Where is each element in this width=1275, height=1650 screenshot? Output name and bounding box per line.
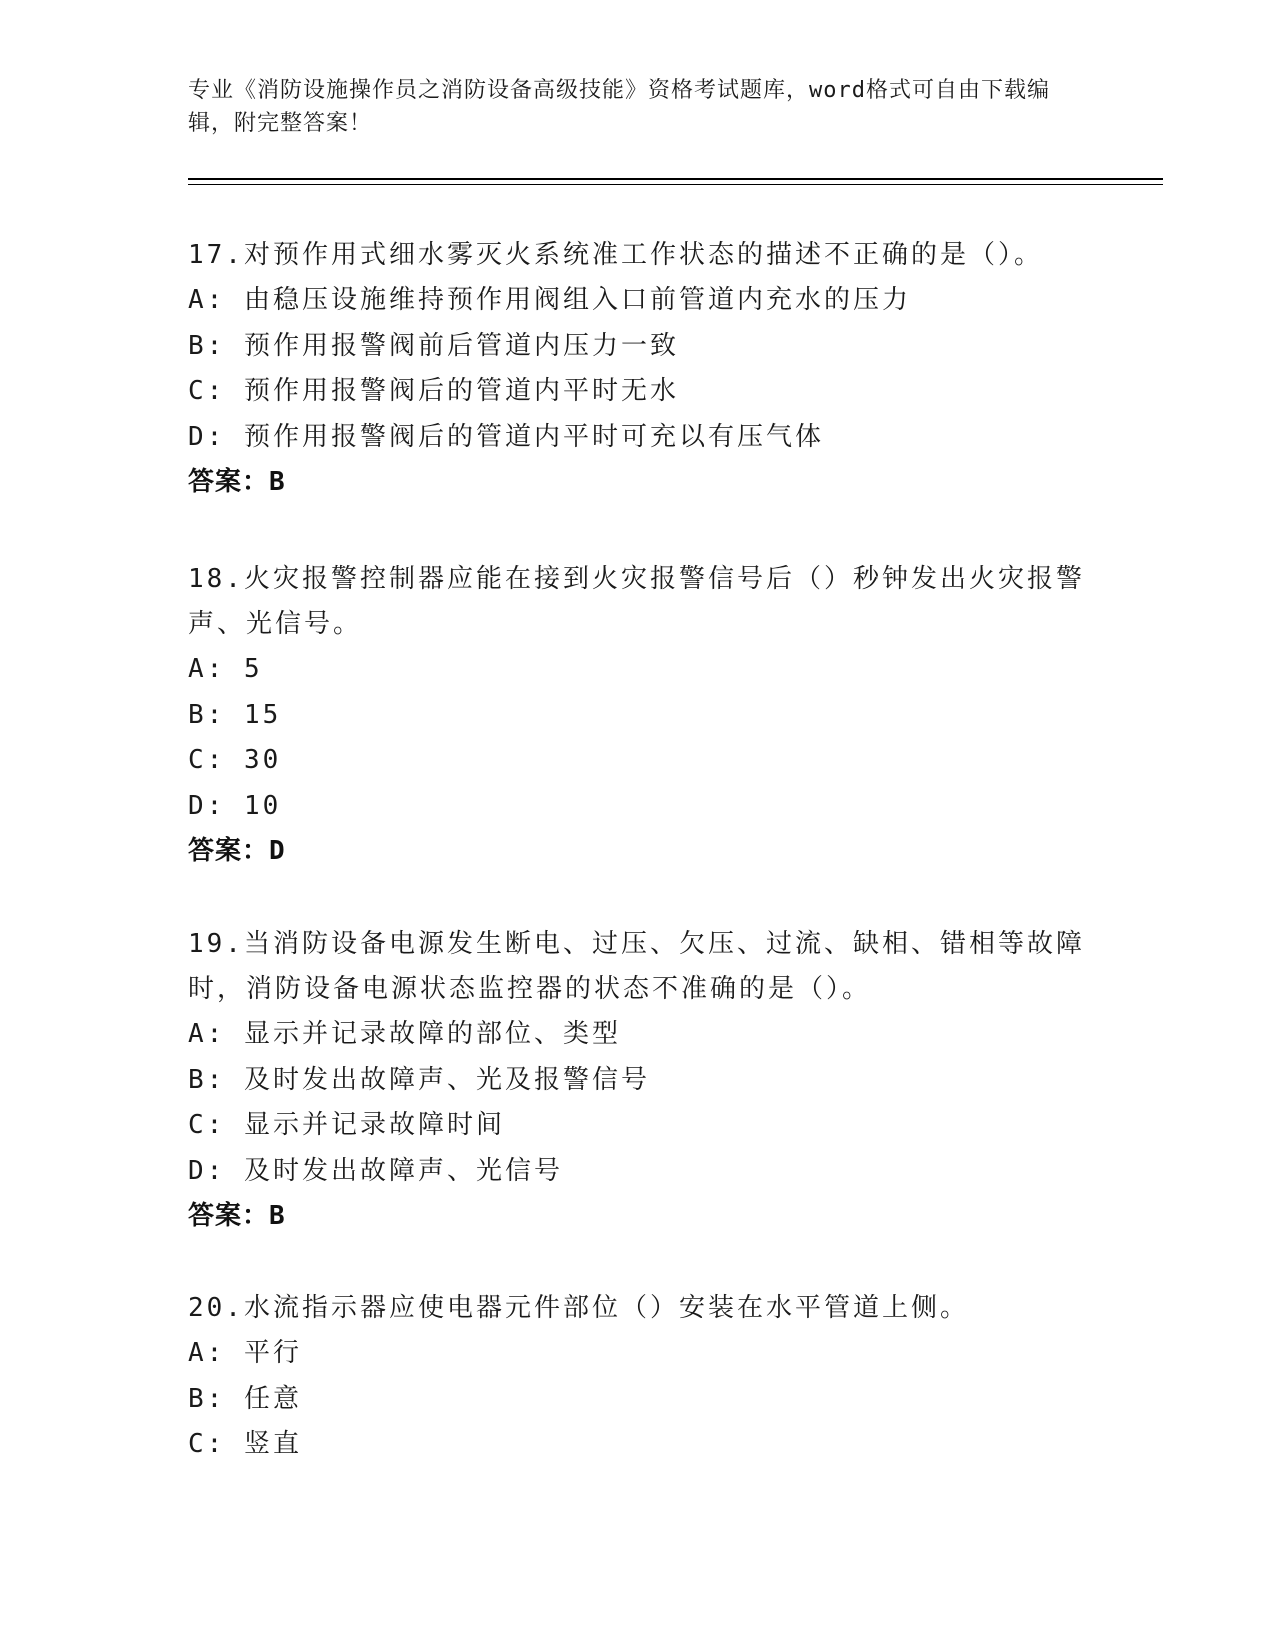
option-c: C: 竖直 — [188, 1429, 302, 1459]
option-a: A: 平行 — [188, 1338, 302, 1368]
header-divider-thin — [188, 184, 1163, 185]
option-b: B: 任意 — [188, 1383, 302, 1414]
header-divider-thick — [188, 178, 1163, 180]
option-c: C: 预作用报警阀后的管道内平时无水 — [188, 376, 679, 406]
question-stem: 18.火灾报警控制器应能在接到火灾报警信号后（）秒钟发出火灾报警声、光信号。 — [188, 564, 1085, 639]
answer: 答案：B — [188, 1201, 286, 1231]
option-d: D: 10 — [188, 790, 282, 821]
option-a: A: 显示并记录故障的部位、类型 — [188, 1019, 621, 1049]
document-header: 专业《消防设施操作员之消防设备高级技能》资格考试题库，word格式可自由下载编辑，附完整答案！ — [188, 78, 1050, 136]
answer: 答案：D — [188, 836, 286, 866]
question-17 — [188, 233, 1088, 506]
answer: 答案：B — [188, 467, 286, 497]
option-c: C: 30 — [188, 745, 282, 775]
option-a: A: 由稳压设施维持预作用阀组入口前管道内充水的压力 — [188, 285, 911, 315]
question-stem: 20.水流指示器应使电器元件部位（）安装在水平管道上侧。 — [188, 1293, 969, 1323]
option-d: D: 及时发出故障声、光信号 — [188, 1155, 563, 1186]
question-19 — [188, 922, 1088, 1240]
question-18 — [188, 557, 1088, 875]
option-b: B: 15 — [188, 699, 282, 730]
option-b: B: 预作用报警阀前后管道内压力一致 — [188, 330, 679, 361]
question-stem: 19.当消防设备电源发生断电、过压、欠压、过流、缺相、错相等故障时，消防设备电源状态监控器的状态不准确的是（）。 — [188, 929, 1085, 1004]
option-a: A: 5 — [188, 654, 263, 684]
option-b: B: 及时发出故障声、光及报警信号 — [188, 1064, 650, 1095]
question-stem: 17.对预作用式细水雾灭火系统准工作状态的描述不正确的是（）。 — [188, 240, 1043, 270]
option-d: D: 预作用报警阀后的管道内平时可充以有压气体 — [188, 421, 824, 452]
question-20 — [188, 1286, 1088, 1468]
option-c: C: 显示并记录故障时间 — [188, 1110, 505, 1140]
